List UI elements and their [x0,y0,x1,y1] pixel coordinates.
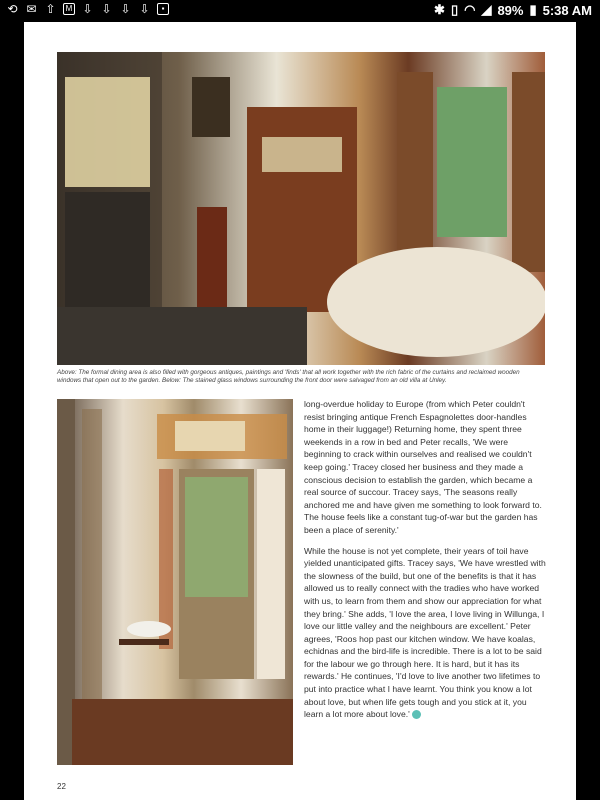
article-paragraph-2-text: While the house is not yet complete, their years of toil have yielded unanticipated gifts. Tracey says, 'We have wrestled with the slowness of the build, but one of the benefits is that it has allowed us to really connect with the tradies who have worked with us, to learn from them and show our appreciation for what they bring.' She adds, 'I love the area, I love living in Willunga, I love our little valley and the neighbours are excellent.' Peter agrees, 'Roos hop past our kitchen window. We have koalas, echidnas and the bird-life is incredible. There is a lot to be said for the labour we go through here. It is hard, but it has its rewards.' He continues, 'I'd love to live another two lifetimes to put into practice what I have learnt. You think you know a lot about love, but when life gets tough and you stick at it, you learn a lot more about love.' [304,545,546,720]
clock: 5:38 AM [542,2,592,18]
download-icon: ⇩ [101,2,112,16]
front-door-photo [57,399,293,765]
article-body [304,398,547,729]
gmail-icon: M [63,3,75,15]
article-paragraph-2 [304,545,547,721]
magazine-page[interactable] [24,22,576,800]
shopping-bag-icon: ▪ [157,3,169,15]
download-icon: ⇩ [82,2,93,16]
dining-room-photo [57,52,545,365]
photo-caption: Above: The formal dining area is also filled with gorgeous antiques, paintings and 'finds' that all work together with the rich fabric of the curtains and reclaimed wooden windows that open out to the garden. Below: The stained glass windows surrounding the front door were salvaged from an old villa at Unley. [57,369,520,384]
notification-icons [6,3,169,16]
battery-icon: ▮ [529,2,537,17]
download-icon: ⇩ [139,2,150,16]
wifi-icon: ◠ [464,2,476,17]
vibrate-icon: ▯ [450,2,459,17]
signal-icon: ◢ [481,2,492,17]
email-icon: ✉ [26,2,37,16]
screen-rotate-icon: ⟲ [7,2,18,16]
bluetooth-icon: ✱ [434,2,445,17]
status-bar [0,0,600,22]
end-of-article-icon [412,710,421,719]
page-number: 22 [57,782,66,791]
download-icon: ⇩ [120,2,131,16]
system-status [434,2,592,18]
upload-icon: ⇧ [45,2,56,16]
article-paragraph-1: long-overdue holiday to Europe (from which Peter couldn't resist bringing antique French Espagnolettes door-handles home in their luggage!) Returning home, they spent three weekends in a row in bed and Peter recalls, 'We were beginning to crack within ourselves and realised we couldn't keep going.' Tracey closed her business and they made a conscious decision to establish the garden, which became a real source of succour. Tracey says, 'The seasons really anchored me and have given me something to look forward to. The house feels like a constant tug-of-war but the garden has been a place of serenity.' [304,399,542,535]
battery-text: 89% [497,2,524,18]
